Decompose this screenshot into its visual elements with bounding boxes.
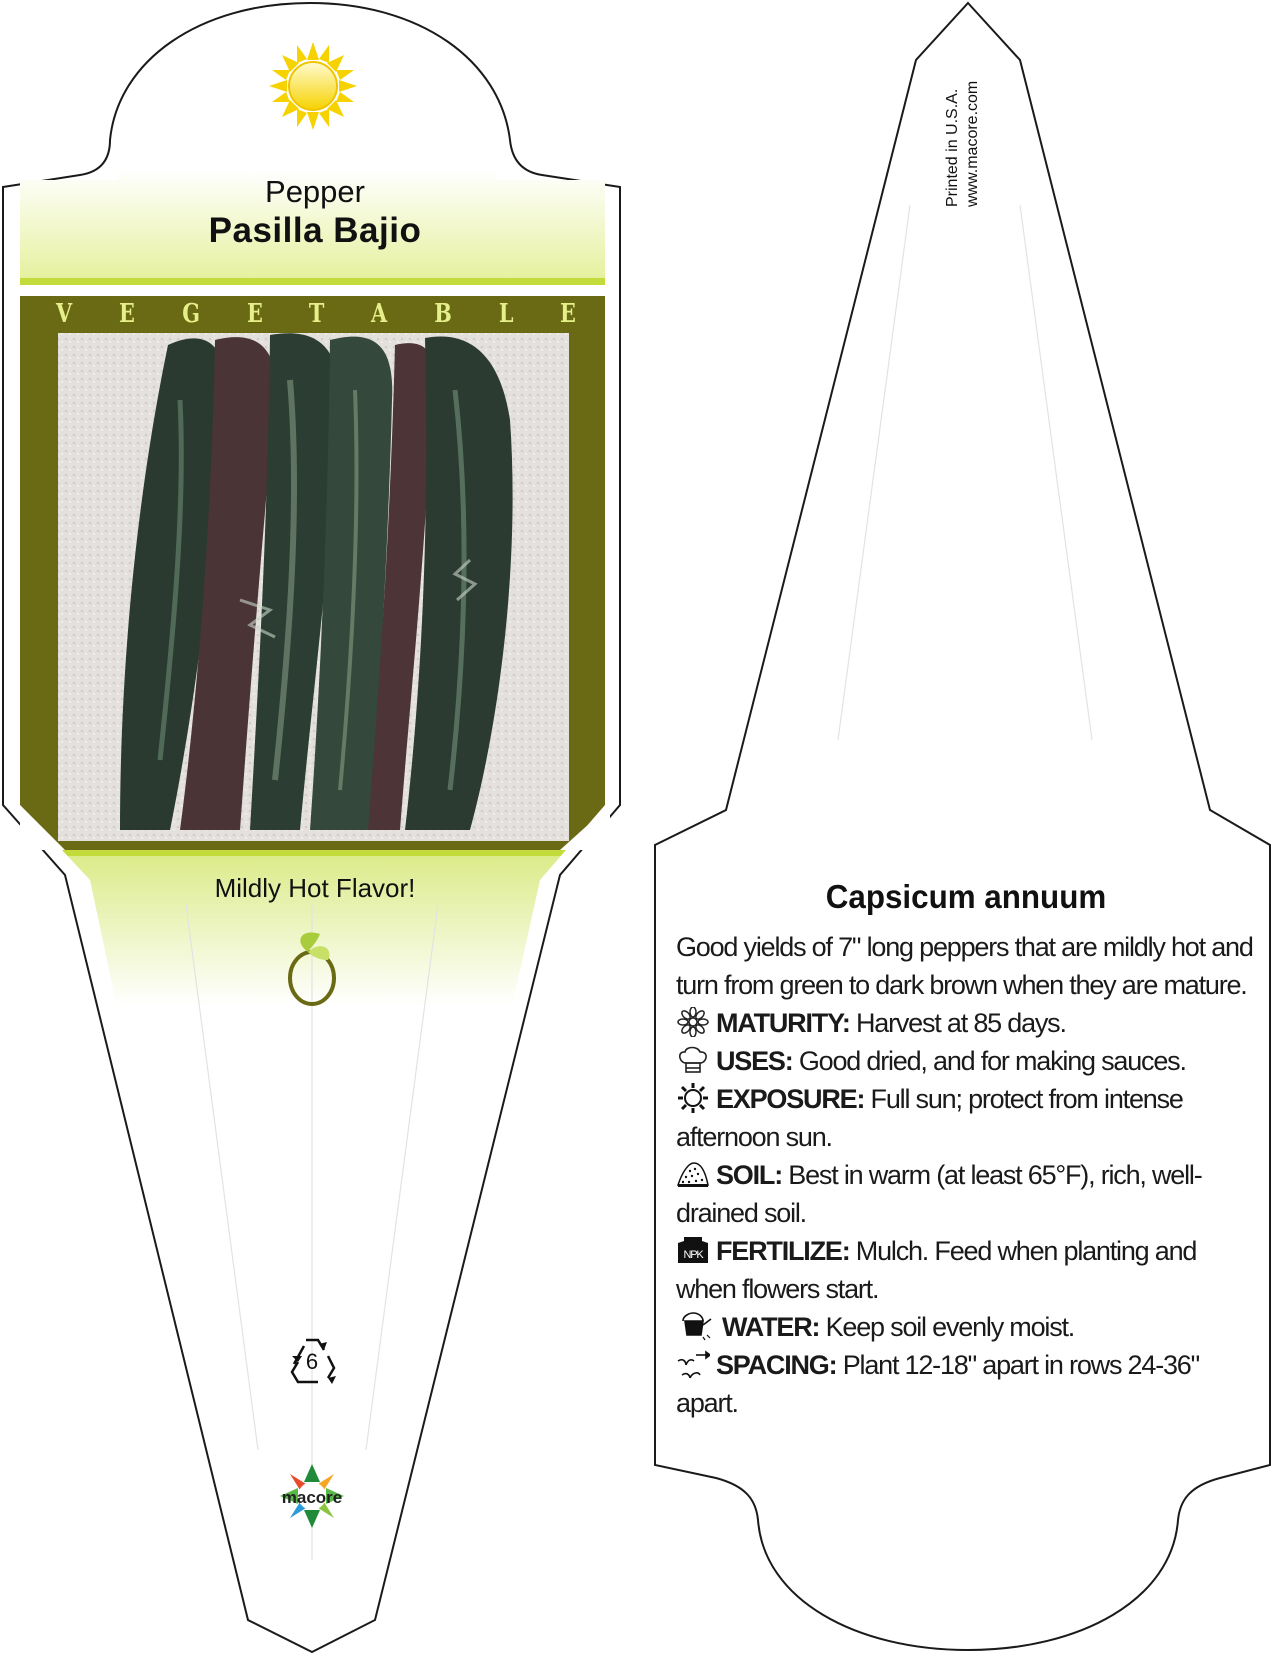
- category-letter: E: [118, 299, 135, 329]
- brand-logo-text: macore: [281, 1488, 343, 1507]
- npk-icon: [676, 1235, 710, 1265]
- care-label: MATURITY:: [716, 1008, 850, 1038]
- category-label: [46, 298, 586, 330]
- care-text: Keep soil evenly moist.: [819, 1312, 1075, 1342]
- category-letter: V: [56, 299, 73, 329]
- care-text: Plant 12-18" apart in rows 24-36" apart.: [676, 1350, 1199, 1418]
- care-row-fertilize: [676, 1232, 1256, 1308]
- sun-exposure-icon: [676, 1083, 710, 1113]
- description: Good yields of 7" long peppers that are mildly hot and turn from green to dark brown when they are mature.: [676, 932, 1253, 1000]
- category-letter: A: [371, 299, 388, 329]
- flower-icon: [676, 1007, 710, 1037]
- care-label: SOIL:: [716, 1160, 782, 1190]
- back-content: [676, 878, 1256, 1422]
- latin-name: Capsicum annuum: [825, 878, 1107, 915]
- care-row-uses: [676, 1042, 1256, 1080]
- npk-label: NPK: [683, 1249, 703, 1261]
- tagline: Mildly Hot Flavor!: [214, 873, 416, 903]
- care-label: FERTILIZE:: [716, 1236, 850, 1266]
- care-label: USES:: [716, 1046, 793, 1076]
- care-row-exposure: [676, 1080, 1256, 1156]
- care-text: Mulch. Feed when planting and when flowers start.: [676, 1236, 1197, 1304]
- category-letter: E: [560, 299, 576, 329]
- category-letter: B: [434, 299, 453, 329]
- care-row-water: [676, 1308, 1256, 1346]
- care-label: SPACING:: [716, 1350, 837, 1380]
- care-label: WATER:: [722, 1312, 820, 1342]
- care-row-spacing: [676, 1346, 1256, 1422]
- care-text: Good dried, and for making sauces.: [792, 1046, 1186, 1076]
- chef-hat-icon: [676, 1045, 710, 1075]
- category-letter: G: [181, 299, 200, 329]
- recycle-code: 6: [305, 1349, 319, 1374]
- seedling-spacing-icon: [676, 1349, 710, 1379]
- care-label: EXPOSURE:: [716, 1084, 865, 1114]
- care-text: Full sun; protect from intense afternoon sun.: [676, 1084, 1183, 1152]
- variety-name: Pasilla Bajio: [208, 211, 422, 250]
- printed-in-label: Printed in U.S.A.: [944, 88, 961, 207]
- full-sun-icon: [269, 42, 357, 130]
- care-row-maturity: [676, 1004, 1256, 1042]
- category-letter: T: [309, 299, 325, 329]
- pepper-photo: [58, 333, 569, 841]
- care-row-soil: [676, 1156, 1256, 1232]
- category-letter: L: [498, 299, 514, 329]
- care-text: Harvest at 85 days.: [849, 1008, 1066, 1038]
- common-name: Pepper: [265, 174, 365, 209]
- watering-can-icon: [676, 1311, 716, 1341]
- category-letter: E: [246, 299, 263, 329]
- soil-icon: [676, 1159, 710, 1189]
- website-label: www.macore.com: [964, 80, 981, 207]
- care-text: Best in warm (at least 65°F), rich, well-drained soil.: [676, 1160, 1202, 1228]
